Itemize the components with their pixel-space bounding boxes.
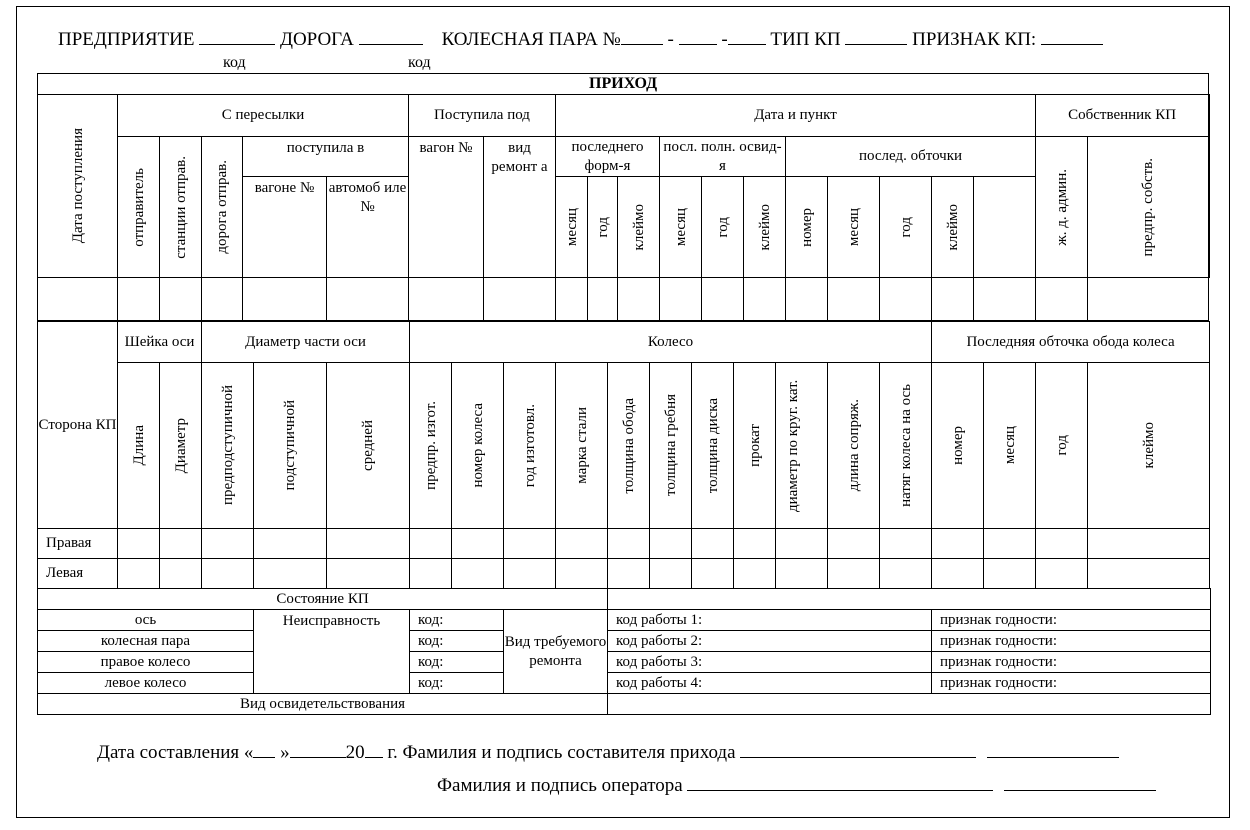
enterprise-field[interactable] xyxy=(199,28,275,45)
rim-thickness-header: толщина обода xyxy=(608,363,650,529)
fitness-4[interactable]: признак годности: xyxy=(932,673,1211,694)
data-cell[interactable] xyxy=(452,529,504,559)
data-cell[interactable] xyxy=(660,278,702,321)
auto-number-header: автомоб иле № xyxy=(327,177,409,278)
operator-name-field[interactable] xyxy=(687,774,993,791)
data-cell[interactable] xyxy=(828,559,880,589)
fault-code-2[interactable]: код: xyxy=(410,631,504,652)
data-cell[interactable] xyxy=(786,278,828,321)
data-cell[interactable] xyxy=(734,559,776,589)
data-cell[interactable] xyxy=(702,278,744,321)
data-cell[interactable] xyxy=(1088,559,1210,589)
data-cell[interactable] xyxy=(202,278,243,321)
work-code-4[interactable]: код работы 4: xyxy=(608,673,932,694)
rim-turning-year-header: год xyxy=(1036,363,1088,529)
operator-label: Фамилия и подпись оператора xyxy=(437,775,683,796)
wheelset-dash-2: - xyxy=(721,29,728,50)
exam-month-header: месяц xyxy=(660,177,702,278)
state-title: Состояние КП xyxy=(38,589,608,610)
last-formation-header: последнего форм-я xyxy=(556,137,660,177)
forwarding-header: С пересылки xyxy=(118,95,409,137)
data-cell[interactable] xyxy=(828,529,880,559)
state-table xyxy=(37,588,1211,715)
repair-kind-header: Вид требуемого ремонта xyxy=(504,610,608,694)
fitness-1[interactable]: признак годности: xyxy=(932,610,1211,631)
flange-thickness-header: толщина гребня xyxy=(650,363,692,529)
data-cell[interactable] xyxy=(734,529,776,559)
wheelset-dash-1: - xyxy=(667,29,674,50)
arrival-title: ПРИХОД xyxy=(38,74,1209,95)
work-code-3[interactable]: код работы 3: xyxy=(608,652,932,673)
wheelset-field-1[interactable] xyxy=(621,28,663,45)
side-header: Сторона КП xyxy=(38,322,118,529)
arrival-data-row xyxy=(38,278,1210,321)
journal-header: Шейка оси xyxy=(118,322,202,363)
data-cell[interactable] xyxy=(974,278,1036,321)
data-cell[interactable] xyxy=(327,559,410,589)
repair-kind-header: вид ремонт а xyxy=(484,137,556,278)
pre-hub-header: предподступичной xyxy=(202,363,254,529)
road-field[interactable] xyxy=(359,28,423,45)
enterprise-code-caption: код xyxy=(223,54,246,71)
fault-code-1[interactable]: код: xyxy=(410,610,504,631)
data-cell[interactable] xyxy=(984,559,1036,589)
state-row-right-wheel: правое колесо xyxy=(38,652,254,673)
maker-header: предпр. изгот. xyxy=(410,363,452,529)
data-cell[interactable] xyxy=(327,278,409,321)
middle-header: средней xyxy=(327,363,410,529)
type-label: ТИП КП xyxy=(770,29,841,50)
data-cell[interactable] xyxy=(608,529,650,559)
rim-turning-stamp-header: клеймо xyxy=(1088,363,1210,529)
exam-stamp-header: клеймо xyxy=(744,177,786,278)
fitness-2[interactable]: признак годности: xyxy=(932,631,1211,652)
data-cell[interactable] xyxy=(1088,529,1210,559)
left-side-label: Левая xyxy=(38,559,118,589)
data-cell[interactable] xyxy=(410,529,452,559)
data-cell[interactable] xyxy=(776,529,828,559)
distance-header xyxy=(1209,95,1210,278)
wheelset-field-2[interactable] xyxy=(679,28,717,45)
data-cell[interactable] xyxy=(254,529,327,559)
data-cell[interactable] xyxy=(984,529,1036,559)
sender-header: отправитель xyxy=(118,137,160,278)
wagon-no-header: вагон № xyxy=(409,137,484,278)
data-cell[interactable] xyxy=(932,529,984,559)
work-code-2[interactable]: код работы 2: xyxy=(608,631,932,652)
data-cell[interactable] xyxy=(160,278,202,321)
fault-code-4[interactable]: код: xyxy=(410,673,504,694)
data-cell[interactable] xyxy=(118,559,160,589)
data-cell[interactable] xyxy=(1036,529,1088,559)
data-cell[interactable] xyxy=(650,529,692,559)
arrived-in-header: поступила в xyxy=(243,137,409,177)
data-cell[interactable] xyxy=(1036,278,1088,321)
form-year-header: год xyxy=(588,177,618,278)
exam-kind-field[interactable] xyxy=(608,694,1211,715)
journal-length-header: Длина xyxy=(118,363,160,529)
data-cell[interactable] xyxy=(118,529,160,559)
exam-year-header: год xyxy=(702,177,744,278)
date-label-d: г. Фамилия и подпись составителя прихода xyxy=(387,742,736,763)
sign-field[interactable] xyxy=(1041,28,1103,45)
data-cell[interactable] xyxy=(202,559,254,589)
wheel-number-header: номер колеса xyxy=(452,363,504,529)
data-cell[interactable] xyxy=(588,278,618,321)
data-cell[interactable] xyxy=(828,278,880,321)
owner-header: Собственник КП xyxy=(1036,95,1209,137)
state-title-blank[interactable] xyxy=(608,589,1211,610)
data-cell[interactable] xyxy=(744,278,786,321)
axle-diameter-header: Диаметр части оси xyxy=(202,322,410,363)
state-row-left-wheel: левое колесо xyxy=(38,673,254,694)
data-cell[interactable] xyxy=(880,278,932,321)
enterprise-label: ПРЕДПРИЯТИЕ xyxy=(58,29,195,50)
last-rim-turning-header: Последняя обточка обода колеса xyxy=(932,322,1210,363)
wheel-header: Колесо xyxy=(410,322,932,363)
road-from-header: дорога отправ. xyxy=(202,137,243,278)
fault-code-3[interactable]: код: xyxy=(410,652,504,673)
interference-header: натяг колеса на ось xyxy=(880,363,932,529)
turning-year-header: год xyxy=(880,177,932,278)
fillet-length-header: длина сопряж. xyxy=(828,363,880,529)
data-cell[interactable] xyxy=(556,278,588,321)
wheelset-measure-table xyxy=(37,321,1210,589)
fitness-3[interactable]: признак годности: xyxy=(932,652,1211,673)
station-header: станции отправ. xyxy=(160,137,202,278)
data-cell[interactable] xyxy=(202,529,254,559)
data-cell[interactable] xyxy=(118,278,160,321)
rim-turning-month-header: месяц xyxy=(984,363,1036,529)
data-cell[interactable] xyxy=(692,529,734,559)
right-side-label: Правая xyxy=(38,529,118,559)
data-cell[interactable] xyxy=(504,529,556,559)
arrived-under-header: Поступила под xyxy=(409,95,556,137)
date-year-field[interactable] xyxy=(365,741,383,758)
data-cell[interactable] xyxy=(692,559,734,589)
data-cell[interactable] xyxy=(880,529,932,559)
road-code-caption: код xyxy=(408,54,431,71)
state-row-wheelset: колесная пара xyxy=(38,631,254,652)
arrival-table xyxy=(37,73,1210,321)
journal-diameter-header: Диаметр xyxy=(160,363,202,529)
data-cell[interactable] xyxy=(504,559,556,589)
operator-signature-field[interactable] xyxy=(1004,774,1156,791)
circle-diameter-header: диаметр по круг. кат. xyxy=(776,363,828,529)
fault-header: Неисправность xyxy=(254,610,410,694)
footer-date-line xyxy=(97,741,1119,764)
steel-grade-header: марка стали xyxy=(556,363,608,529)
date-day-field[interactable] xyxy=(253,741,275,758)
work-code-1[interactable]: код работы 1: xyxy=(608,610,932,631)
data-cell[interactable] xyxy=(556,529,608,559)
owner-enterprise-header: предпр. собств. xyxy=(1088,137,1209,278)
type-field[interactable] xyxy=(845,28,907,45)
state-row-axle: ось xyxy=(38,610,254,631)
rail-admin-header: ж. д. админ. xyxy=(1036,137,1088,278)
data-cell[interactable] xyxy=(932,278,974,321)
disk-thickness-header: толщина диска xyxy=(692,363,734,529)
turning-month-header: месяц xyxy=(828,177,880,278)
data-cell[interactable] xyxy=(880,559,932,589)
date-point-header: Дата и пункт xyxy=(556,95,1036,137)
data-cell[interactable] xyxy=(1036,559,1088,589)
sign-label: ПРИЗНАК КП: xyxy=(912,29,1037,50)
wheelset-field-3[interactable] xyxy=(728,28,766,45)
last-turning-header: послед. обточки xyxy=(786,137,1036,177)
turning-number-header: номер xyxy=(786,177,828,278)
data-cell[interactable] xyxy=(243,278,327,321)
data-cell[interactable] xyxy=(932,559,984,589)
road-label: ДОРОГА xyxy=(279,29,354,50)
data-cell[interactable] xyxy=(160,559,202,589)
date-month-field[interactable] xyxy=(290,741,346,758)
compiler-signature-field[interactable] xyxy=(987,741,1119,758)
data-cell[interactable] xyxy=(452,559,504,589)
data-cell[interactable] xyxy=(618,278,660,321)
data-cell[interactable] xyxy=(409,278,484,321)
year-made-header: год изготовл. xyxy=(504,363,556,529)
header-line xyxy=(58,28,1103,51)
footer-operator-line xyxy=(437,774,1156,797)
data-cell[interactable] xyxy=(160,529,202,559)
data-cell[interactable] xyxy=(650,559,692,589)
data-cell[interactable] xyxy=(1088,278,1209,321)
date-label-c: 20 xyxy=(345,742,365,763)
hub-header: подступичной xyxy=(254,363,327,529)
rim-turning-number-header: номер xyxy=(932,363,984,529)
turning-stamp-header: клеймо xyxy=(932,177,974,278)
date-label-a: Дата составления « xyxy=(97,742,254,763)
right-side-row xyxy=(38,529,1210,559)
form-month-header: месяц xyxy=(556,177,588,278)
data-cell[interactable] xyxy=(38,278,118,321)
data-cell[interactable] xyxy=(776,559,828,589)
compiler-name-field[interactable] xyxy=(740,741,976,758)
wheelset-label: КОЛЕСНАЯ ПАРА № xyxy=(441,29,621,50)
data-cell[interactable] xyxy=(327,529,410,559)
exam-kind-label: Вид освидетельствования xyxy=(38,694,608,715)
left-side-row xyxy=(38,559,1210,589)
data-cell[interactable] xyxy=(254,559,327,589)
data-cell[interactable] xyxy=(484,278,556,321)
wagon-number-header: вагоне № xyxy=(243,177,327,278)
data-cell[interactable] xyxy=(410,559,452,589)
date-label-b: » xyxy=(280,742,290,763)
data-cell[interactable] xyxy=(556,559,608,589)
date-received-header: Дата поступления xyxy=(38,95,118,278)
rolling-header: прокат xyxy=(734,363,776,529)
data-cell[interactable] xyxy=(608,559,650,589)
form-stamp-header: клеймо xyxy=(618,177,660,278)
last-full-exam-header: посл. полн. освид-я xyxy=(660,137,786,177)
